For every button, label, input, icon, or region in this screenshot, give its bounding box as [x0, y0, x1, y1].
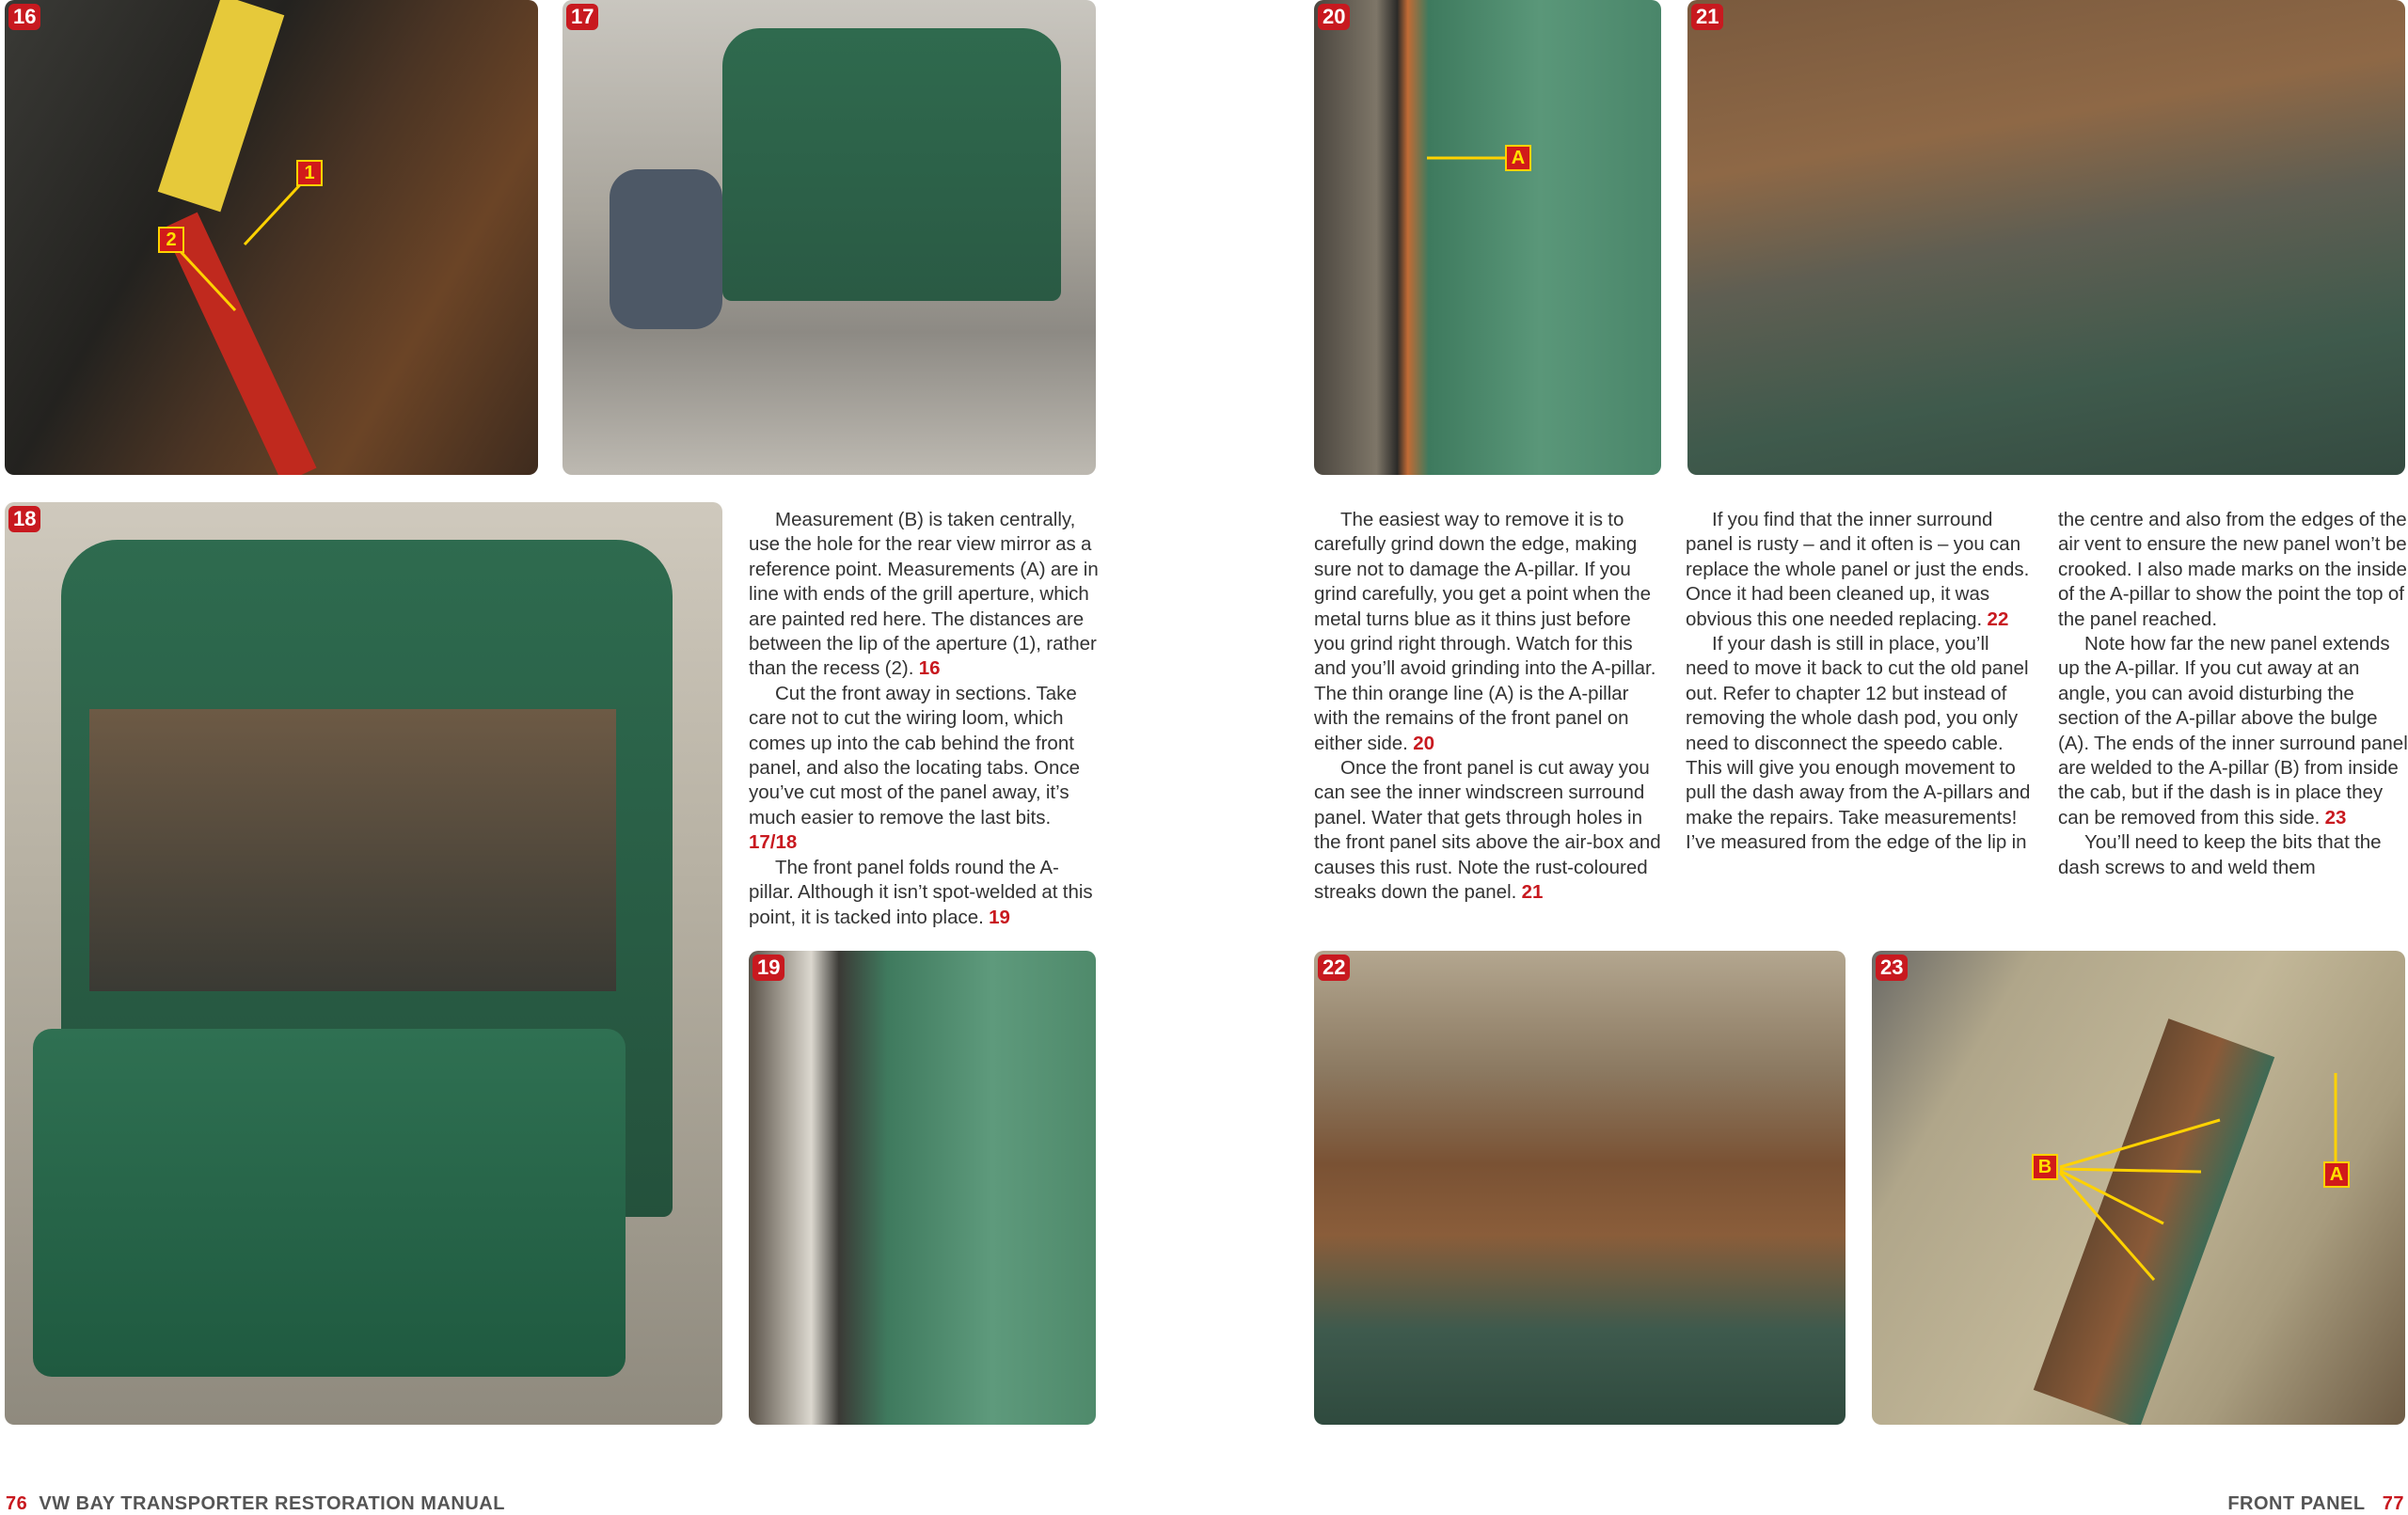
book-title: VW BAY TRANSPORTER RESTORATION MANUAL [39, 1493, 505, 1514]
photo-ref: 20 [1413, 732, 1434, 754]
paragraph-text: Note how far the new panel extends up the A-pillar. If you cut away at an angle, you can avoid disturbing the section of the A-pillar above the bulge (A). The ends of the inner surround panel are welded to the A-pillar (B) from inside the cab, but if the dash is in place they can be removed from this side. [2058, 633, 2408, 829]
photo-ref: 19 [989, 906, 1010, 928]
photo-ref: 22 [1987, 608, 2009, 630]
paragraph [749, 682, 1099, 856]
paragraph [749, 856, 1099, 930]
label-b: B [2032, 1154, 2058, 1180]
footer-right [2227, 1493, 2404, 1515]
paragraph-text: The front panel folds round the A-pillar. Although it isn’t spot-welded at this point, it is tacked into place. [749, 856, 1093, 928]
photo-number-badge: 18 [8, 506, 40, 532]
photo-number-badge: 20 [1318, 4, 1350, 30]
paragraph-text: You’ll need to keep the bits that the dash screws to and weld them [2058, 831, 2382, 878]
van-front [722, 28, 1061, 301]
paragraph [1314, 508, 1664, 756]
text-column-3 [1686, 508, 2036, 856]
welder-person [610, 169, 722, 329]
photo-ref: 17/18 [749, 831, 798, 854]
paragraph-text: The easiest way to remove it is to carefully grind down the edge, making sure not to damage the A-pillar. If you grind carefully, you get a point when the metal turns blue as it thins just before you grind right through. Watch for this and you’ll avoid grinding into the A-pillar. The thin orange line (A) is the A-pillar with the remains of the front panel on either side. [1314, 509, 1656, 754]
photo-ref: 21 [1521, 881, 1544, 904]
footer-left [6, 1493, 505, 1515]
photo-ref: 16 [918, 657, 941, 680]
chapter-title: FRONT PANEL [2227, 1493, 2366, 1514]
arrows [1872, 951, 2405, 1425]
paragraph [2058, 830, 2408, 880]
paragraph [2058, 508, 2408, 632]
text-column-4 [2058, 508, 2408, 880]
page-number-right: 77 [2382, 1493, 2404, 1514]
exposed-cab [89, 709, 616, 991]
photo-number-badge: 17 [566, 4, 598, 30]
photo-18 [5, 502, 722, 1425]
photo-ref: 23 [2324, 806, 2347, 829]
paragraph-text: Cut the front away in sections. Take care not to cut the wiring loom, which comes up into the cab behind the front panel, and also the locating tabs. Once you’ve cut most of the panel away, it’s much easier to remove the last bits. [749, 682, 1081, 829]
photo-20 [1314, 0, 1661, 475]
text-column-1 [749, 508, 1099, 930]
arrows [1314, 0, 1661, 475]
paragraph-text: If your dash is still in place, you’ll need to move it back to cut the old panel out. Refer to chapter 12 but instead of removing the whole dash pod, you only need to disconnect the speedo cable. This will give you enough movement to pull the dash away from the A-pillars and make the repairs. Take measurements! I’ve measured from the edge of the lip in [1686, 633, 2031, 854]
paragraph [1686, 508, 2036, 632]
photo-21 [1687, 0, 2405, 475]
paragraph [749, 508, 1099, 682]
photo-19 [749, 951, 1096, 1425]
paragraph-text: Measurement (B) is taken centrally, use the hole for the rear view mirror as a reference point. Measurements (A) are in line with ends of the grill aperture, which are painted red here. The distances are between the lip of the aperture (1), rather than the recess (2). [749, 509, 1099, 680]
photo-23 [1872, 951, 2405, 1425]
paragraph [1686, 632, 2036, 856]
label-a: A [1505, 145, 1531, 171]
removed-front-panel [33, 1029, 626, 1377]
photo-number-badge: 19 [752, 955, 784, 981]
paragraph-text: the centre and also from the edges of the air vent to ensure the new panel won’t be crooked. I also made marks on the inside of the A-pillar to show the point the top of the panel reached. [2058, 509, 2407, 630]
paragraph [1314, 756, 1664, 905]
photo-number-badge: 16 [8, 4, 40, 30]
label-1: 1 [296, 160, 323, 186]
paragraph [2058, 632, 2408, 830]
label-a: A [2323, 1161, 2350, 1188]
page-number-left: 76 [6, 1493, 28, 1514]
photo-22 [1314, 951, 1846, 1425]
label-2: 2 [158, 227, 184, 253]
photo-16 [5, 0, 538, 475]
photo-number-badge: 23 [1876, 955, 1908, 981]
paragraph-text: Once the front panel is cut away you can see the inner windscreen surround panel. Water that gets through holes in the front panel sits above the air-box and causes this rust. Note the rust-coloured streaks down the panel. [1314, 757, 1661, 904]
photo-17 [562, 0, 1096, 475]
text-column-2 [1314, 508, 1664, 906]
photo-number-badge: 21 [1691, 4, 1723, 30]
paragraph-text: If you find that the inner surround panel is rusty – and it often is – you can replace the whole panel or just the ends. Once it had been cleaned up, it was obvious this one needed replacing. [1686, 509, 2030, 630]
arrows [5, 0, 538, 475]
photo-number-badge: 22 [1318, 955, 1350, 981]
